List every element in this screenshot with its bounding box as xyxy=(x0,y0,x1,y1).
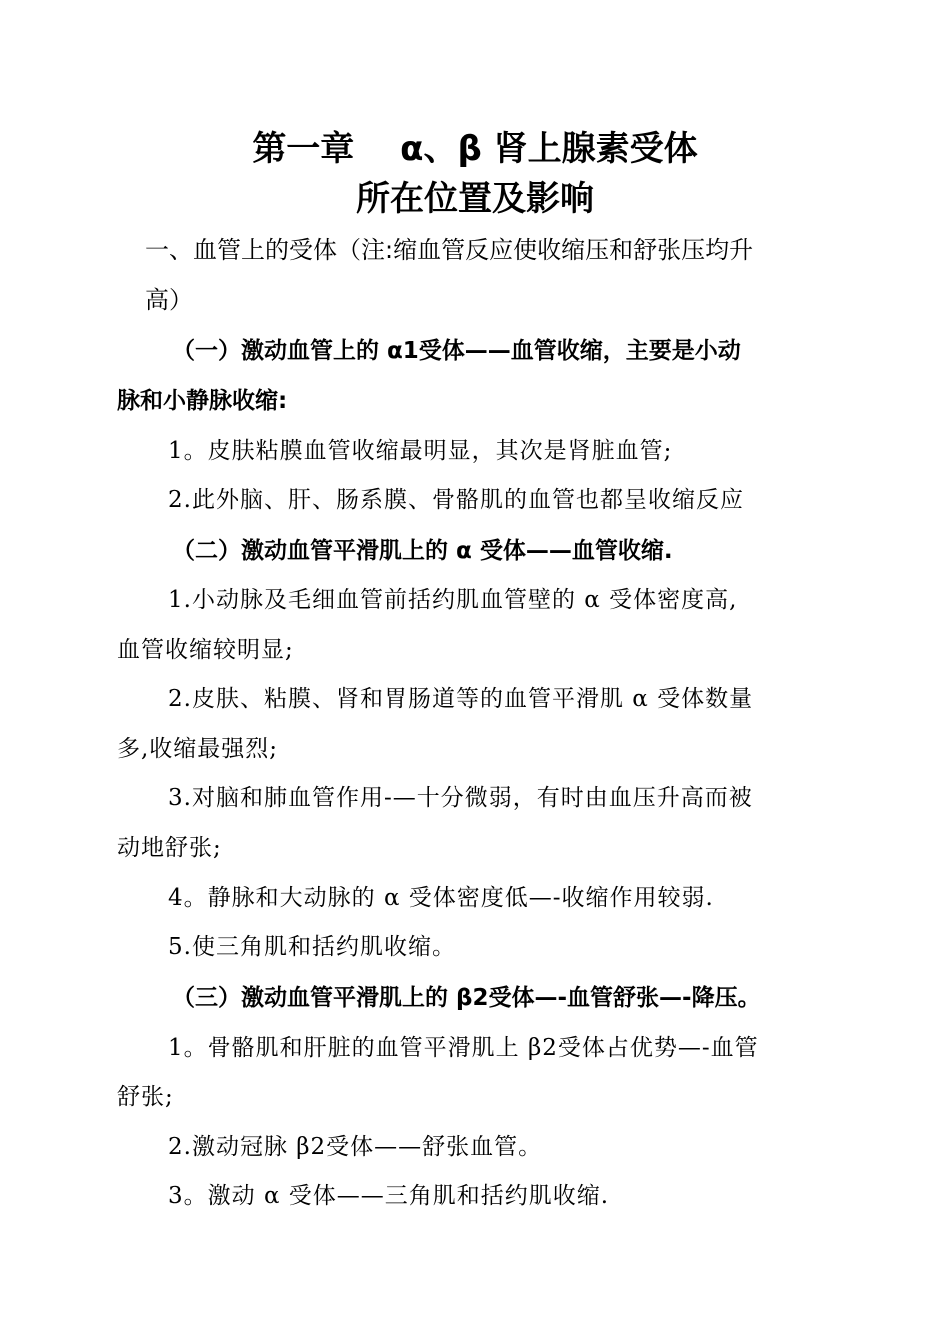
sub3-item2: 2.激动冠脉 β2受体——舒张血管。 xyxy=(168,1134,543,1160)
chapter-title: 第一章 α、β 肾上腺素受体 xyxy=(252,129,698,169)
section1-heading-line2: 高） xyxy=(145,286,193,314)
sub2-heading: （二）激动血管平滑肌上的 α 受体——血管收缩. xyxy=(172,538,673,564)
sub3-item3: 3。激动 α 受体——三角肌和括约肌收缩. xyxy=(168,1183,610,1209)
sub2-item4: 4。静脉和大动脉的 α 受体密度低—-收缩作用较弱. xyxy=(168,885,714,911)
sub1-item-1: 1。皮肤粘膜血管收缩最明显，其次是肾脏血管; xyxy=(168,438,673,464)
sub3-heading: （三）激动血管平滑肌上的 β2受体—-血管舒张—-降压。 xyxy=(172,985,761,1011)
sub2-item2-line2: 多,收缩最强烈; xyxy=(117,736,279,762)
chapter-subtitle: 所在位置及影响 xyxy=(356,179,594,219)
sub1-item-2: 2.此外脑、肝、肠系膜、骨骼肌的血管也都呈收缩反应 xyxy=(168,487,744,513)
sub1-heading-line2: 脉和小静脉收缩: xyxy=(117,388,288,414)
sub2-item1-line2: 血管收缩较明显; xyxy=(117,637,294,663)
section1-heading-line1: 一、血管上的受体（注:缩血管反应使收缩压和舒张压均升 xyxy=(145,236,754,264)
sub2-item3-line2: 动地舒张; xyxy=(117,835,222,861)
sub2-item3-line1: 3.对脑和肺血管作用-—十分微弱，有时由血压升高而被 xyxy=(168,785,753,811)
sub3-item1-line1: 1。骨骼肌和肝脏的血管平滑肌上 β2受体占优势—-血管 xyxy=(168,1035,759,1061)
sub2-item5: 5.使三角肌和括约肌收缩。 xyxy=(168,934,456,960)
sub2-item2-line1: 2.皮肤、粘膜、肾和胃肠道等的血管平滑肌 α 受体数量 xyxy=(168,686,754,712)
sub1-heading-line1: （一）激动血管上的 α1受体——血管收缩，主要是小动 xyxy=(172,338,741,364)
sub3-item1-line2: 舒张; xyxy=(117,1084,174,1110)
sub2-item1-line1: 1.小动脉及毛细血管前括约肌血管壁的 α 受体密度高, xyxy=(168,587,738,613)
